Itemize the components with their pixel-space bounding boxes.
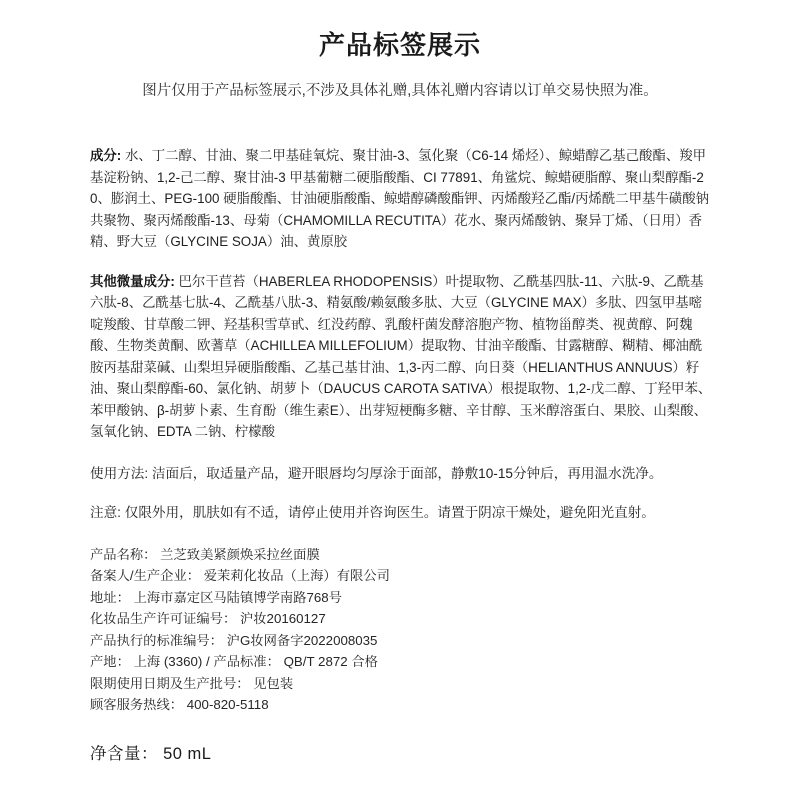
product-info-line: 地址： 上海市嘉定区马陆镇博学南路768号 — [90, 589, 342, 605]
trace-ingredients-label: 其他微量成分: — [90, 273, 175, 289]
product-info-line: 化妆品生产许可证编号： 沪妆20160127 — [90, 611, 326, 626]
product-info-line: 产品执行的标准编号： 沪G妆网备字2022008035 — [90, 632, 378, 648]
usage-label: 使用方法: — [90, 465, 149, 481]
product-info-line: 产地： 上海 (3360) / 产品标准： QB/T 2872 合格 — [90, 654, 378, 669]
net-content-value: 净含量： 50 mL — [90, 744, 212, 763]
caution-paragraph — [90, 501, 712, 524]
product-info-block — [90, 544, 712, 716]
page-subtitle-disclaimer: 图片仅用于产品标签展示,不涉及具体礼赠,具体礼赠内容请以订单交易快照为准。 — [142, 83, 658, 100]
usage-text: 洁面后，取适量产品，避开眼唇均匀厚涂于面部，静敷10-15分钟后，再用温水洗净。 — [148, 465, 663, 481]
ingredients-text: 水、丁二醇、甘油、聚二甲基硅氧烷、聚甘油-3、氢化聚（C6-14 烯烃）、鲸蜡醇乙基己酸酯、羧甲基淀粉钠、1,2-己二醇、聚甘油-3 甲基葡糖二硬脂酸酯、CI 77891、角鲨烷、鲸蜡硬脂醇、聚山梨醇酯-20、膨润土、PEG-100 硬脂酸酯、甘油硬脂酸酯、鲸蜡醇磷酸酯钾、丙烯酸羟乙酯/丙烯酰二甲基牛磺酸钠共聚物、聚丙烯酸酯-13、母菊（CHAMOMILLA RECUTITA）花水、聚丙烯酸钠、聚异丁烯、（日用）香精、野大豆（GLYCINE SOJA）油、黄原胶 — [90, 148, 709, 249]
trace-ingredients-text: 巴尔干苣苔（HABERLEA RHODOPENSIS）叶提取物、乙酰基四肽-11、六肽-9、乙酰基六肽-8、乙酰基七肽-4、乙酰基八肽-3、精氨酸/赖氨酸多肽、大豆（GLYCINE MAX）多肽、四氢甲基嘧啶羧酸、甘草酸二钾、羟基积雪草甙、红没药醇、乳酸杆菌发酵溶胞产物、植物甾醇类、视黄醇、阿魏酸、生物类黄酮、欧蓍草（ACHILLEA MILLEFOLIUM）提取物、甘油辛酸酯、甘露糖醇、糊精、椰油酰胺丙基甜菜碱、山梨坦异硬脂酸酯、乙基己基甘油、1,3-丙二醇、向日葵（HELIANTHUS ANNUUS）籽油、聚山梨醇酯-60、氯化钠、胡萝卜（DAUCUS CAROTA SATIVA）根提取物、1,2-戊二醇、丁羟甲苯、苯甲酸钠、β-胡萝卜素、生育酚（维生素E）、出芽短梗酶多糖、辛甘醇、玉米醇溶蛋白、果胶、山梨酸、氢氧化钠、EDTA 二钠、柠檬酸 — [90, 273, 712, 439]
ingredients-label: 成分: — [90, 148, 122, 163]
caution-text: 仅限外用，肌肤如有不适，请停止使用并咨询医生。请置于阴凉干燥处，避免阳光直射。 — [120, 504, 655, 520]
product-info-line: 备案人/生产企业： 爱茉莉化妆品（上海）有限公司 — [90, 568, 390, 583]
label-content — [90, 145, 712, 764]
caution-label: 注意: — [90, 504, 121, 520]
ingredients-paragraph — [90, 145, 712, 253]
trace-ingredients-paragraph — [90, 271, 712, 443]
product-info-line: 产品名称： 兰芝致美紧颜焕采拉丝面膜 — [90, 546, 320, 562]
product-info-line: 限期使用日期及生产批号： 见包装 — [90, 675, 294, 691]
usage-paragraph — [90, 462, 712, 485]
product-info-line: 顾客服务热线： 400-820-5118 — [90, 697, 269, 712]
page-title: 产品标签展示 — [318, 30, 481, 60]
